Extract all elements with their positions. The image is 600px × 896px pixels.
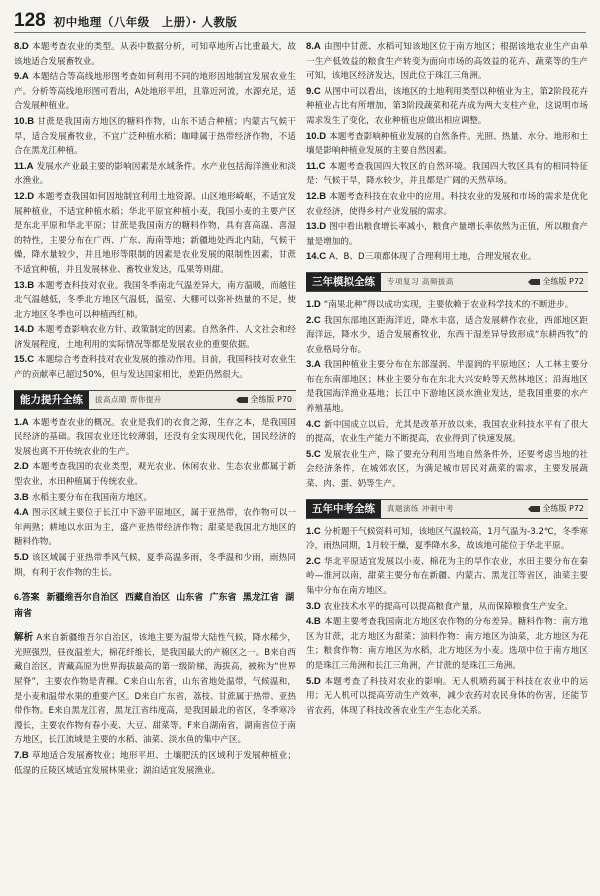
- section-reference: 全练版 P70: [236, 394, 292, 405]
- section-three-year-header: [306, 272, 588, 292]
- page-header: [14, 10, 586, 33]
- answer-item: 14.C A、B、D三项都体现了合理利用土地，合理发展农业。: [306, 251, 537, 263]
- book-title: 初中地理（八年级 上册）· 人教版: [53, 15, 238, 29]
- section-title: 五年中考全练: [306, 500, 381, 518]
- answer-item: 5.D 该区域属于亚热带季风气候，夏季高温多雨，冬季温和少雨，雨热同期，有利于农作物的生长。: [14, 552, 296, 578]
- pencil-icon: [236, 396, 248, 404]
- section-five-year-header: [306, 499, 588, 519]
- answer-item: 4.C 新中国成立以后，尤其是改革开放以来，我国农业科技水平有了很大的提高，农业生产能力不断提高，农业得到了快速发展。: [306, 418, 588, 445]
- answer-item: 14.D 本题考查影响农业方针、政策制定的因素。自然条件、人文社会和经济发展程度，土地利用的实际情况等都是发展农业的重要依据。: [14, 324, 296, 350]
- answer-item: 11.C 本题考查我国四大牧区的自然环境。我国四大牧区具有的相同特征是：气候干旱，降水较少，并且都是广阔的天然草场。: [306, 160, 588, 187]
- section-reference: 全练版 P72: [528, 276, 584, 287]
- answer-item: 3.B 水稻主要分布在我国南方地区。: [14, 491, 153, 503]
- section-subtitle: 拔高点睛 帮你提升: [95, 395, 162, 405]
- right-column: [306, 40, 588, 888]
- answer-item: 8.A 由图中甘蔗、水稻可知该地区位于南方地区；根据该地农业生产由单一生产低效益的粮食生产转变为面向市场的高效益的花卉、蔬菜等的生产可知，该地区经济发达，因此位于珠江三角洲。: [306, 41, 588, 82]
- section-subtitle: 真题演练 冲刺中考: [387, 504, 454, 514]
- pencil-icon: [528, 278, 540, 286]
- analysis-item: 解析 A来自新疆维吾尔自治区，该地主要为温带大陆性气候，降水稀少，光照强烈，昼夜温差大，棉花纤维长，是我国最大的产棉区之一。B来自西藏自治区，青藏高原为世界海拔最高的第一级阶梯，海拔高，被称为“世界屋脊”，主要农作物是青稞。C来自山东省，山东省地处温带，气候温和，是小麦和温带水果的重要产区。D来自广东省，荔枝、甘蔗属于热带、亚热带作物。E来自黑龙江省，黑龙江省纬度高，是我国最北的省区，冬季寒冷漫长，主要农作物有春小麦、大豆、甜菜等。F来自湖南省，湖南省位于南方地区，长江流域是主要的水稻、油菜、淡水鱼的集中产区。: [14, 632, 296, 746]
- answer-item: 2.D 本题考查我国的农业类型，观光农业、休闲农业、生态农业都属于新型农业，水田种植属于传统农业。: [14, 461, 296, 488]
- answer-item: 1.C 分析题干气候资料可知，该地区气温较高，1月气温为-3.2℃，冬季寒冷，雨热同期，1月较干燥，夏季降水多，故该地可能位于华北平原。: [306, 525, 588, 552]
- answer-item: 13.D 图中看出粮食增长率减小，粮食产量增长率依然为正值，所以粮食产量是增加的。: [306, 221, 588, 247]
- answer-item: 1.A 本题考查农业的概况。农业是我们的衣食之源，生存之本，是我国国民经济的基础。我国农业还比较薄弱，还没有全实现现代化，国民经济的发展也离不开传统农业的生产。: [14, 416, 296, 457]
- pencil-icon: [528, 505, 540, 513]
- answer-item: 15.C 本题综合考查科技对农业发展的推动作用。目前，我国科技对农业生产的贡献率已超过50%，但与发达国家相比，差距仍然很大。: [14, 354, 296, 381]
- answer-item: 11.A 发展水产业最主要的影响因素是水域条件。水产业包括海洋渔业和淡水渔业。: [14, 160, 296, 187]
- left-column: [14, 40, 296, 888]
- answer-item: 5.D 本题考查了科技对农业的影响。无人机喷药属于科技在农业中的运用；无人机可以提高劳动生产效率，减少农药对农民身体的伤害，还能节省农药，体现了科技改善农业生产生态化关系。: [306, 675, 588, 716]
- section-title: 能力提升全练: [14, 391, 89, 409]
- answer-item: 4.A 图示区域主要位于长江中下游平原地区，属于亚热带，农作物可以一年两熟；耕地以水田为主，盛产亚热带经济作物；甜菜是我国北方地区的糖料作物。: [14, 507, 296, 548]
- answer-item: 2.C 华北平原适宜发展以小麦、棉花为主的旱作农业，水田主要分布在秦岭—淮河以南，甜菜主要分布在新疆、内蒙古、黑龙江等省区，油菜主要集中分布在南方地区。: [306, 555, 588, 596]
- answer-item: 12.B 本题考查科技在农业中的应用。科技农业的发展和市场的需求是优化农业经济，使得乡村产业发展的需求。: [306, 190, 588, 217]
- answer-item: 9.C 从图中可以看出，该地区的土地利用类型以种植业为主，第2阶段花卉种植业占比有所增加，第3阶段蔬菜和花卉成为两大支柱产业，这说明市场需求发生了变化，农业种植也应做出相应调整。: [306, 85, 588, 126]
- answer-item: 1.D “南果北种”得以成功实现，主要依赖于农业科学技术的不断进步。: [306, 298, 574, 310]
- page-number: 128: [14, 10, 46, 31]
- answer-item: 10.D 本题考查影响种植业发展的自然条件。光照、热量、水分、地形和土壤是影响种植业发展的主要自然因素。: [306, 130, 588, 157]
- answer-item: 5.C 发展农业生产，除了要充分利用当地自然条件外，还要考虑当地的社会经济条件，在城郊农区，为满足城市居民对蔬菜的需求，主要发展蔬菜、肉、蛋、奶等生产。: [306, 448, 588, 490]
- answer-item: 3.D 农业技术水平的提高可以提高粮食产量，从而保障粮食生产安全。: [306, 600, 574, 612]
- answer-item: 8.D 本题考查农业的类型。从表中数据分析，可知草地所占比重最大，故该地适合发展畜牧业。: [14, 41, 296, 67]
- section-ability-header: [14, 390, 296, 410]
- section-subtitle: 专项复习 高频拔高: [387, 277, 454, 287]
- answer-item: 7.B 草地适合发展畜牧业；地形平坦、土壤肥沃的区域利于发展种植业；低湿的丘陵区域适宜发展林果业；湖泊适宜发展渔业。: [14, 749, 296, 776]
- answer-item: 3.A 我国种植业主要分布在东部湿润、半湿润的平原地区；人工林主要分布在东南部地区；林业主要分布在东北大兴安岭等天然林地区；沿海地区是我国海洋渔业基地；长江中下游地区淡水渔业发达，是我国重要的水产养殖基地。: [306, 359, 588, 415]
- section-title: 三年模拟全练: [306, 273, 381, 291]
- answer-6-line: 6.答案 新疆维吾尔自治区 西藏自治区 山东省 广东省 黑龙江省 湖南省: [14, 592, 295, 620]
- answer-item: 13.B 本题考查科技对农业。我国冬季南北气温差异大，南方温暖，而越往北气温越低，冬季北方地区气温低，温室、大棚可以弥补热量的不足，使北方地区冬季也可以种植西红柿。: [14, 279, 296, 320]
- answer-item: 12.D 本题考查我国如何因地制宜利用土地资源。山区地形崎岖，不适宜发展种植业，不适宜种植水稻；华北平原宜种植小麦，我国小麦的主要产区是东北平原和华北平原；甘蔗是我国南方的糖料作物，具有喜高温、喜湿的特性，主要分布在广西、广东、海南等地；新疆地处西北内陆，气候干燥，降水量较少，并且地形等限制的因素是农业发展的限制性因素，甘蔗不适宜种植，并且发展林业、畜牧业发达，瓜果等则甜。: [14, 190, 296, 275]
- answer-item: 4.B 本题主要考查我国南北方地区农作物的分布差异。糖料作物：南方地区为甘蔗，北方地区为甜菜；油料作物：南方地区为油菜，北方地区为花生；粮食作物：南方地区为水稻，北方地区为小麦。选项中位于南方地区的是珠江三角洲和长江三角洲，产甘蔗的是珠江三角洲。: [306, 616, 588, 671]
- answer-item: 10.B 甘蔗是我国南方地区的糖料作物，山东不适合种植；内蒙古气候干旱，适合发展畜牧业，不宜广泛种植水稻；咖啡属于热带经济作物，不适合在黑龙江种植。: [14, 115, 296, 157]
- answer-item: 2.C 我国东部地区距海洋近，降水丰富，适合发展耕作农业，西部地区距海洋远，降水少，适合发展畜牧业，东西干湿差异导致形成“东耕西牧”的农业格局分布。: [306, 314, 588, 355]
- section-reference: 全练版 P72: [528, 503, 584, 514]
- answer-item: 9.A 本题结合等高线地形图考查如何利用不同的地形因地制宜发展农业生产。分析等高线地形图可看出，A处地形平坦，且靠近河流，水源充足，适合发展种植业。: [14, 71, 296, 112]
